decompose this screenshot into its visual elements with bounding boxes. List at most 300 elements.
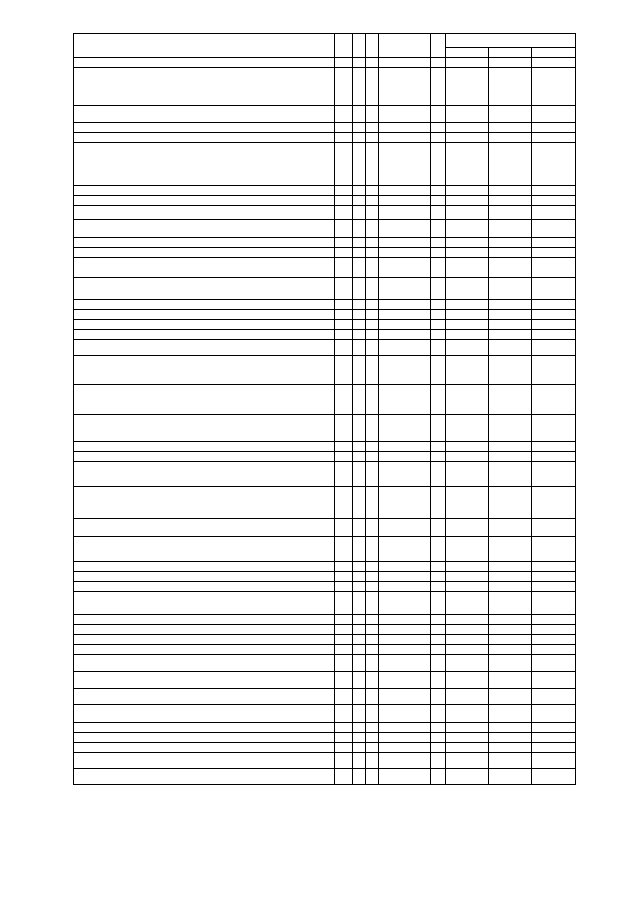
row-grbs [335, 133, 353, 143]
row-name [74, 635, 335, 645]
row-sum-2 [489, 206, 532, 220]
row-name [74, 320, 335, 330]
row-name [74, 220, 335, 238]
row-sum-2 [489, 705, 532, 723]
table-row [74, 206, 576, 220]
table-row [74, 723, 576, 733]
row-sum-3 [532, 385, 576, 415]
row-sum-3 [532, 537, 576, 562]
row-name [74, 340, 335, 356]
row-pr [366, 462, 379, 487]
row-pr [366, 537, 379, 562]
row-csr [379, 645, 431, 655]
row-name [74, 258, 335, 278]
row-pr [366, 572, 379, 582]
row-pr [366, 705, 379, 723]
row-sum-2 [489, 592, 532, 615]
row-name [74, 733, 335, 743]
row-csr [379, 625, 431, 635]
row-sum-1 [446, 248, 489, 258]
row-grbs [335, 320, 353, 330]
table-row [74, 238, 576, 248]
row-csr [379, 330, 431, 340]
row-csr [379, 769, 431, 785]
row-rz [353, 68, 366, 106]
table-row [74, 186, 576, 196]
row-grbs [335, 572, 353, 582]
row-sum-3 [532, 625, 576, 635]
row-csr [379, 68, 431, 106]
row-rz [353, 206, 366, 220]
table-row [74, 385, 576, 415]
table-row [74, 196, 576, 206]
row-name [74, 625, 335, 635]
row-sum-3 [532, 635, 576, 645]
row-pr [366, 733, 379, 743]
row-pr [366, 196, 379, 206]
row-name [74, 645, 335, 655]
row-pr [366, 519, 379, 537]
row-sum-3 [532, 462, 576, 487]
row-rz [353, 320, 366, 330]
row-csr [379, 320, 431, 330]
row-vr [431, 625, 446, 635]
row-rz [353, 635, 366, 645]
row-name [74, 196, 335, 206]
row-vr [431, 186, 446, 196]
row-sum-3 [532, 258, 576, 278]
row-pr [366, 278, 379, 300]
row-sum-2 [489, 385, 532, 415]
row-sum-2 [489, 635, 532, 645]
row-vr [431, 723, 446, 733]
row-name [74, 572, 335, 582]
row-vr [431, 133, 446, 143]
row-rz [353, 689, 366, 705]
row-vr [431, 143, 446, 186]
table-row [74, 123, 576, 133]
row-csr [379, 519, 431, 537]
row-rz [353, 753, 366, 769]
row-sum-1 [446, 562, 489, 572]
row-sum-2 [489, 220, 532, 238]
table-row [74, 133, 576, 143]
row-vr [431, 592, 446, 615]
row-rz [353, 330, 366, 340]
row-sum-1 [446, 220, 489, 238]
row-name [74, 592, 335, 615]
row-pr [366, 769, 379, 785]
row-pr [366, 562, 379, 572]
row-rz [353, 655, 366, 672]
row-sum-1 [446, 206, 489, 220]
row-sum-2 [489, 562, 532, 572]
row-sum-2 [489, 537, 532, 562]
row-pr [366, 220, 379, 238]
row-rz [353, 248, 366, 258]
row-sum-2 [489, 238, 532, 248]
row-grbs [335, 143, 353, 186]
row-rz [353, 356, 366, 385]
table-row [74, 143, 576, 186]
row-sum-3 [532, 592, 576, 615]
row-name [74, 452, 335, 462]
row-vr [431, 356, 446, 385]
row-sum-1 [446, 645, 489, 655]
row-sum-1 [446, 572, 489, 582]
row-csr [379, 655, 431, 672]
table-row [74, 310, 576, 320]
row-csr [379, 689, 431, 705]
row-sum-1 [446, 106, 489, 123]
row-sum-1 [446, 258, 489, 278]
row-csr [379, 705, 431, 723]
row-grbs [335, 519, 353, 537]
row-sum-1 [446, 415, 489, 442]
row-pr [366, 385, 379, 415]
header-year-3 [532, 48, 576, 58]
row-sum-3 [532, 186, 576, 196]
row-sum-3 [532, 487, 576, 519]
table-row [74, 689, 576, 705]
row-grbs [335, 220, 353, 238]
row-name [74, 106, 335, 123]
row-grbs [335, 310, 353, 320]
row-csr [379, 537, 431, 562]
row-csr [379, 635, 431, 645]
row-sum-3 [532, 519, 576, 537]
row-vr [431, 238, 446, 248]
row-csr [379, 582, 431, 592]
row-sum-2 [489, 615, 532, 625]
table-row [74, 452, 576, 462]
row-grbs [335, 625, 353, 635]
row-vr [431, 415, 446, 442]
row-vr [431, 68, 446, 106]
row-grbs [335, 68, 353, 106]
row-rz [353, 645, 366, 655]
row-vr [431, 220, 446, 238]
row-sum-3 [532, 672, 576, 689]
row-sum-3 [532, 133, 576, 143]
row-csr [379, 133, 431, 143]
row-pr [366, 143, 379, 186]
row-name [74, 487, 335, 519]
row-sum-2 [489, 106, 532, 123]
row-grbs [335, 537, 353, 562]
row-name [74, 206, 335, 220]
table-row [74, 582, 576, 592]
row-grbs [335, 635, 353, 645]
row-sum-2 [489, 186, 532, 196]
row-name [74, 300, 335, 310]
row-sum-3 [532, 58, 576, 68]
table-row [74, 106, 576, 123]
row-grbs [335, 58, 353, 68]
row-sum-2 [489, 519, 532, 537]
row-sum-1 [446, 300, 489, 310]
row-csr [379, 238, 431, 248]
row-pr [366, 258, 379, 278]
row-sum-3 [532, 733, 576, 743]
row-sum-3 [532, 310, 576, 320]
row-pr [366, 206, 379, 220]
row-sum-1 [446, 655, 489, 672]
row-grbs [335, 206, 353, 220]
row-vr [431, 278, 446, 300]
row-vr [431, 769, 446, 785]
row-sum-1 [446, 519, 489, 537]
row-vr [431, 206, 446, 220]
row-sum-2 [489, 58, 532, 68]
row-sum-3 [532, 582, 576, 592]
table-row [74, 300, 576, 310]
row-sum-3 [532, 356, 576, 385]
row-grbs [335, 705, 353, 723]
row-name [74, 58, 335, 68]
row-grbs [335, 248, 353, 258]
row-sum-1 [446, 133, 489, 143]
row-sum-3 [532, 248, 576, 258]
row-sum-3 [532, 723, 576, 733]
row-sum-2 [489, 452, 532, 462]
row-sum-3 [532, 572, 576, 582]
row-grbs [335, 385, 353, 415]
row-name [74, 133, 335, 143]
row-csr [379, 442, 431, 452]
row-csr [379, 310, 431, 320]
row-sum-2 [489, 248, 532, 258]
row-rz [353, 537, 366, 562]
row-sum-2 [489, 625, 532, 635]
row-sum-3 [532, 705, 576, 723]
row-grbs [335, 462, 353, 487]
row-sum-1 [446, 462, 489, 487]
row-grbs [335, 733, 353, 743]
row-sum-2 [489, 143, 532, 186]
table-row [74, 220, 576, 238]
row-vr [431, 582, 446, 592]
row-sum-3 [532, 743, 576, 753]
row-pr [366, 186, 379, 196]
row-pr [366, 320, 379, 330]
row-vr [431, 519, 446, 537]
row-grbs [335, 487, 353, 519]
row-sum-1 [446, 143, 489, 186]
row-sum-1 [446, 278, 489, 300]
row-sum-2 [489, 196, 532, 206]
row-rz [353, 672, 366, 689]
row-pr [366, 635, 379, 645]
row-sum-2 [489, 753, 532, 769]
row-vr [431, 689, 446, 705]
table-row [74, 635, 576, 645]
row-sum-2 [489, 340, 532, 356]
row-grbs [335, 582, 353, 592]
row-rz [353, 238, 366, 248]
row-sum-3 [532, 415, 576, 442]
row-sum-2 [489, 330, 532, 340]
table-row [74, 442, 576, 452]
row-vr [431, 487, 446, 519]
row-pr [366, 68, 379, 106]
row-rz [353, 625, 366, 635]
row-name [74, 238, 335, 248]
row-rz [353, 743, 366, 753]
row-csr [379, 340, 431, 356]
row-rz [353, 310, 366, 320]
row-csr [379, 753, 431, 769]
row-sum-1 [446, 452, 489, 462]
row-name [74, 442, 335, 452]
row-sum-2 [489, 487, 532, 519]
row-sum-3 [532, 655, 576, 672]
row-name [74, 672, 335, 689]
row-pr [366, 340, 379, 356]
row-grbs [335, 442, 353, 452]
row-grbs [335, 562, 353, 572]
row-rz [353, 58, 366, 68]
row-sum-3 [532, 645, 576, 655]
row-pr [366, 655, 379, 672]
row-csr [379, 258, 431, 278]
row-sum-2 [489, 300, 532, 310]
row-vr [431, 258, 446, 278]
row-sum-3 [532, 206, 576, 220]
row-sum-3 [532, 452, 576, 462]
row-sum-1 [446, 238, 489, 248]
row-sum-1 [446, 58, 489, 68]
table-row [74, 769, 576, 785]
table-row [74, 248, 576, 258]
row-csr [379, 415, 431, 442]
row-pr [366, 582, 379, 592]
row-pr [366, 723, 379, 733]
row-sum-3 [532, 330, 576, 340]
row-grbs [335, 615, 353, 625]
row-name [74, 537, 335, 562]
row-sum-1 [446, 753, 489, 769]
row-sum-3 [532, 320, 576, 330]
row-sum-2 [489, 462, 532, 487]
row-name [74, 68, 335, 106]
row-sum-3 [532, 753, 576, 769]
row-sum-1 [446, 320, 489, 330]
row-sum-3 [532, 196, 576, 206]
row-grbs [335, 106, 353, 123]
row-sum-2 [489, 356, 532, 385]
row-rz [353, 133, 366, 143]
row-grbs [335, 238, 353, 248]
row-rz [353, 487, 366, 519]
row-vr [431, 340, 446, 356]
table-row [74, 519, 576, 537]
row-csr [379, 723, 431, 733]
row-rz [353, 723, 366, 733]
row-rz [353, 615, 366, 625]
table-row [74, 625, 576, 635]
row-pr [366, 753, 379, 769]
row-sum-2 [489, 572, 532, 582]
row-sum-1 [446, 487, 489, 519]
row-pr [366, 248, 379, 258]
row-grbs [335, 689, 353, 705]
row-name [74, 615, 335, 625]
row-grbs [335, 300, 353, 310]
row-rz [353, 385, 366, 415]
row-vr [431, 320, 446, 330]
row-vr [431, 442, 446, 452]
row-sum-1 [446, 385, 489, 415]
row-sum-3 [532, 562, 576, 572]
table-row [74, 278, 576, 300]
header-csr [379, 34, 431, 58]
row-sum-3 [532, 278, 576, 300]
header-year-1 [446, 48, 489, 58]
row-rz [353, 186, 366, 196]
row-csr [379, 206, 431, 220]
row-csr [379, 58, 431, 68]
row-sum-2 [489, 133, 532, 143]
row-grbs [335, 186, 353, 196]
row-pr [366, 615, 379, 625]
row-rz [353, 519, 366, 537]
row-name [74, 769, 335, 785]
row-name [74, 415, 335, 442]
table-row [74, 743, 576, 753]
row-name [74, 186, 335, 196]
row-pr [366, 689, 379, 705]
row-sum-1 [446, 537, 489, 562]
row-vr [431, 58, 446, 68]
row-sum-1 [446, 689, 489, 705]
row-sum-3 [532, 442, 576, 452]
table-row [74, 615, 576, 625]
row-sum-2 [489, 723, 532, 733]
table-row [74, 733, 576, 743]
row-csr [379, 143, 431, 186]
row-name [74, 582, 335, 592]
row-rz [353, 705, 366, 723]
row-csr [379, 196, 431, 206]
row-sum-2 [489, 672, 532, 689]
row-name [74, 310, 335, 320]
row-sum-1 [446, 186, 489, 196]
row-csr [379, 106, 431, 123]
row-sum-1 [446, 733, 489, 743]
budget-table [73, 33, 576, 785]
header-pr [366, 34, 379, 58]
row-name [74, 330, 335, 340]
row-name [74, 519, 335, 537]
row-vr [431, 705, 446, 723]
table-row [74, 655, 576, 672]
row-sum-2 [489, 310, 532, 320]
row-sum-2 [489, 769, 532, 785]
row-pr [366, 672, 379, 689]
row-pr [366, 743, 379, 753]
row-rz [353, 452, 366, 462]
row-csr [379, 592, 431, 615]
row-grbs [335, 123, 353, 133]
row-sum-2 [489, 733, 532, 743]
row-sum-1 [446, 310, 489, 320]
row-sum-1 [446, 442, 489, 452]
row-rz [353, 769, 366, 785]
row-vr [431, 743, 446, 753]
row-sum-2 [489, 123, 532, 133]
row-pr [366, 133, 379, 143]
